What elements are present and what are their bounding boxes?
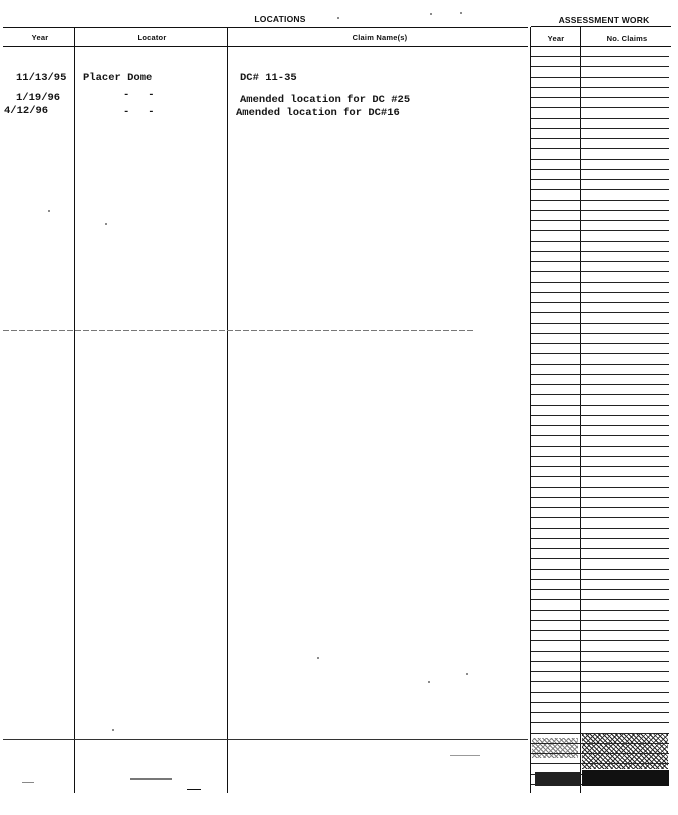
assessment-row-line (531, 671, 669, 672)
assessment-row-line (531, 435, 669, 436)
record-locator: Placer Dome (83, 72, 153, 84)
assessment-row-line (531, 200, 669, 201)
assessment-row-line (531, 548, 669, 549)
bottom-rule (3, 739, 528, 740)
assessment-row-line (531, 415, 669, 416)
claim-names-column-header: Claim Name(s) (352, 33, 408, 42)
assessment-row-line (531, 148, 669, 149)
assessment-row-line (531, 558, 669, 559)
assessment-row-line (531, 118, 669, 119)
assessment-row-line (531, 128, 669, 129)
scan-smudge (130, 778, 172, 780)
assessment-row-line (531, 497, 669, 498)
assessment-row-line (531, 282, 669, 283)
assessment-row-line (531, 374, 669, 375)
scan-speck (466, 673, 468, 675)
assessment-row-line (531, 579, 669, 580)
assessment-row-line (531, 312, 669, 313)
scan-speck (460, 12, 462, 14)
assessment-row-line (531, 138, 669, 139)
assessment-row-line (531, 425, 669, 426)
assessment-row-line (531, 610, 669, 611)
assessment-row-line (531, 722, 669, 723)
assessment-row-line (531, 569, 669, 570)
locations-header: LOCATIONS (254, 14, 306, 24)
assessment-row-line (531, 66, 669, 67)
assessment-row-line (531, 77, 669, 78)
assessment-header-bottom-rule (531, 46, 671, 47)
scan-speck (428, 681, 430, 683)
scan-dark-block (582, 770, 669, 786)
scan-speck (48, 210, 50, 212)
assessment-row-line (531, 56, 669, 57)
assessment-row-line (531, 712, 669, 713)
scan-noise (582, 733, 668, 769)
assessment-row-line (531, 271, 669, 272)
record-claim-name: DC# 11-35 (240, 72, 297, 84)
assessment-row-line (531, 251, 669, 252)
assessment-row-line (531, 589, 669, 590)
assessment-row-line (531, 456, 669, 457)
claims-assessment-divider (530, 27, 531, 793)
assessment-row-line (531, 189, 669, 190)
scan-speck (430, 13, 432, 15)
scan-speck (317, 657, 319, 659)
assessment-row-line (531, 630, 669, 631)
assessment-row-line (531, 599, 669, 600)
assessment-row-line (531, 107, 669, 108)
assessment-row-line (531, 384, 669, 385)
assessment-row-line (531, 87, 669, 88)
assessment-row-line (531, 210, 669, 211)
assessment-row-line (531, 394, 669, 395)
assessment-row-line (531, 333, 669, 334)
record-year: 4/12/96 (4, 105, 49, 117)
assessment-row-line (531, 343, 669, 344)
assessment-row-line (531, 353, 669, 354)
record-claim-name: Amended location for DC#16 (236, 107, 400, 119)
scan-smudge (450, 755, 480, 756)
assessment-row-line (531, 323, 669, 324)
assessment-row-line (531, 538, 669, 539)
assessment-row-line (531, 528, 669, 529)
assessment-row-line (531, 692, 669, 693)
record-year: 11/13/95 (16, 72, 67, 84)
locator-column-header: Locator (137, 33, 167, 42)
assessment-row-line (531, 159, 669, 160)
scan-noise (532, 738, 578, 758)
assessment-row-line (531, 302, 669, 303)
locator-claims-divider (227, 27, 228, 793)
assessment-row-line (531, 97, 669, 98)
assessment-row-line (531, 651, 669, 652)
scan-smudge (22, 782, 34, 783)
scan-speck (337, 17, 339, 19)
year-locator-divider (74, 27, 75, 793)
assessment-inner-divider (580, 27, 581, 793)
assessment-row-line (531, 446, 669, 447)
scan-speck (112, 729, 114, 731)
assessment-work-header: ASSESSMENT WORK (558, 15, 650, 25)
record-year: 1/19/96 (16, 92, 61, 104)
scan-speck (105, 223, 107, 225)
assessment-row-line (531, 220, 669, 221)
assessment-row-line (531, 466, 669, 467)
record-locator: - - (123, 89, 155, 101)
year-column-header: Year (31, 33, 49, 42)
scan-dark-block (535, 772, 580, 786)
assessment-row-line (531, 476, 669, 477)
assessment-row-line (531, 230, 669, 231)
scan-smudge (187, 789, 201, 790)
assessment-row-line (531, 241, 669, 242)
record-claim-name: Amended location for DC #25 (240, 94, 411, 106)
assessment-row-line (531, 405, 669, 406)
assessment-row-line (531, 487, 669, 488)
assessment-row-line (531, 517, 669, 518)
assessment-row-line (531, 364, 669, 365)
assessment-row-line (531, 169, 669, 170)
column-header-bottom-rule (3, 46, 528, 47)
assessment-row-line (531, 179, 669, 180)
assessment-row-line (531, 702, 669, 703)
record-locator: - - (123, 106, 155, 118)
assessment-row-line (531, 507, 669, 508)
header-top-rule (3, 27, 528, 28)
assessment-claims-column-header: No. Claims (606, 34, 648, 43)
assessment-row-line (531, 681, 669, 682)
assessment-top-rule (531, 26, 671, 27)
assessment-row-line (531, 620, 669, 621)
assessment-row-line (531, 640, 669, 641)
assessment-year-column-header: Year (547, 34, 565, 43)
assessment-row-line (531, 292, 669, 293)
mid-page-dashed-rule (3, 330, 473, 331)
assessment-row-line (531, 661, 669, 662)
assessment-row-line (531, 261, 669, 262)
